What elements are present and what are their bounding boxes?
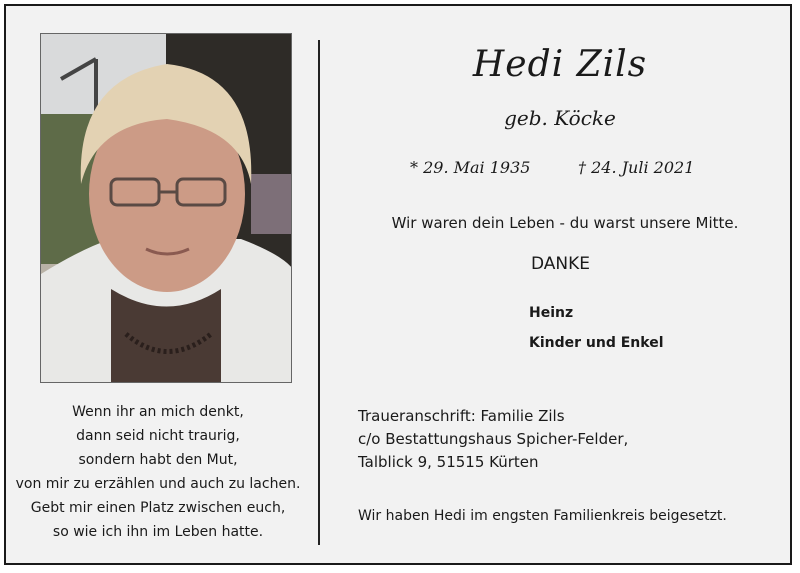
poem-line: dann seid nicht traurig, (76, 428, 240, 444)
poem-line: Gebt mir einen Platz zwischen euch, (30, 500, 286, 516)
portrait-photo (40, 33, 292, 383)
burial-notice: Wir haben Hedi im engsten Familienkreis beigesetzt. (358, 508, 727, 524)
poem-line: Wenn ihr an mich denkt, (72, 404, 244, 420)
poem-line: von mir zu erzählen und auch zu lachen. (15, 476, 301, 492)
mourning-address (358, 405, 628, 474)
deceased-name: Hedi Zils (472, 44, 648, 85)
vertical-divider (318, 40, 320, 545)
address-line: Traueranschrift: Familie Zils (358, 407, 565, 425)
address-line: Talblick 9, 51515 Kürten (358, 453, 539, 471)
portrait-image (41, 34, 292, 383)
motto-text: Wir waren dein Leben - du warst unsere Mitte. (391, 214, 739, 232)
memorial-poem (0, 400, 316, 544)
poem-line: sondern habt den Mut, (78, 452, 238, 468)
mourner-name: Kinder und Enkel (529, 335, 664, 351)
birth-date: * 29. Mai 1935 (410, 158, 531, 177)
death-date: † 24. Juli 2021 (578, 158, 695, 177)
thanks-heading: DANKE (531, 254, 591, 274)
birth-name: geb. Köcke (504, 106, 616, 130)
poem-line: so wie ich ihn im Leben hatte. (52, 524, 264, 540)
address-line: c/o Bestattungshaus Spicher-Felder, (358, 430, 629, 448)
mourner-name: Heinz (529, 305, 574, 321)
